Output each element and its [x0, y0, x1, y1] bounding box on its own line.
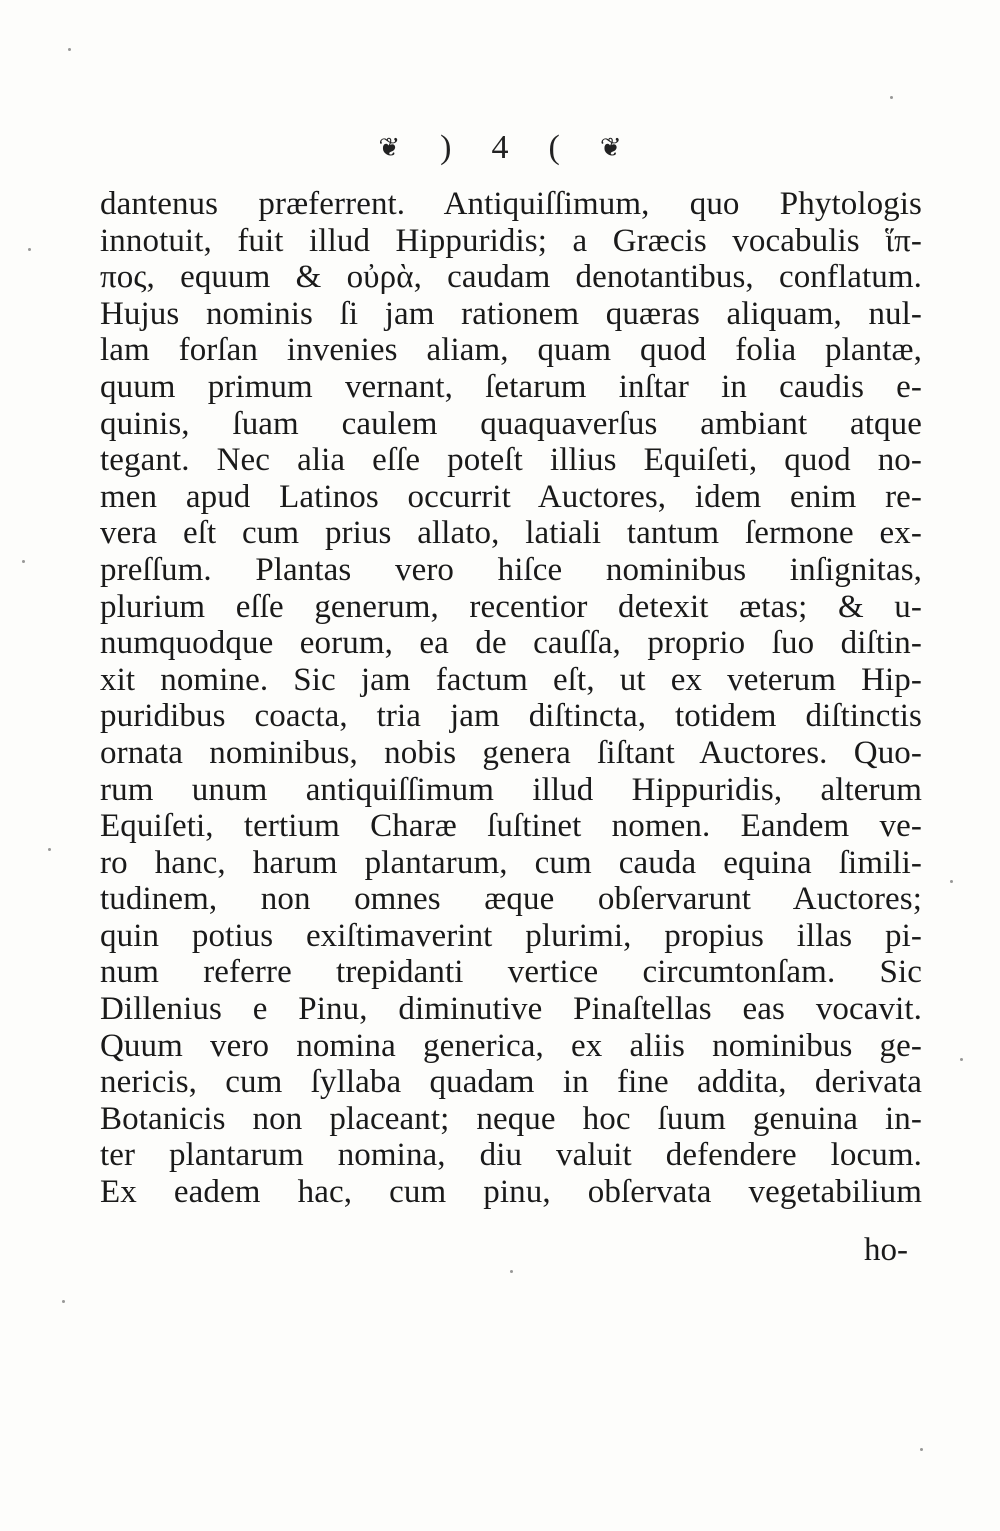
- left-ornament-icon: ❦: [378, 133, 401, 163]
- text-line: rum unum antiquiſſimum illud Hippuridis, alterum: [100, 771, 922, 808]
- right-ornament-icon: ❦: [599, 133, 622, 163]
- paper-speck: [510, 1270, 513, 1273]
- body-text: [100, 186, 922, 1211]
- text-line: vera eſt cum prius allato, latiali tantum ſermone ex-: [100, 515, 922, 552]
- text-line: men apud Latinos occurrit Auctores, idem enim re-: [100, 478, 922, 515]
- text-line: num referre trepidanti vertice circumtonſam. Sic: [100, 954, 922, 991]
- paper-speck: [960, 1058, 963, 1061]
- text-line: Dillenius e Pinu, diminutive Pinaſtellas eas vocavit.: [100, 991, 922, 1028]
- paper-speck: [28, 248, 31, 251]
- text-line: quin potius exiſtimaverint plurimi, propius illas pi-: [100, 917, 922, 954]
- text-line: ornata nominibus, nobis genera ſiſtant Auctores. Quo-: [100, 734, 922, 771]
- running-head: [0, 126, 1000, 170]
- text-line: preſſum. Plantas vero hiſce nominibus inſignitas,: [100, 551, 922, 588]
- text-line: Hujus nominis ſi jam rationem quæras aliquam, nul-: [100, 295, 922, 332]
- text-line: dantenus præferrent. Antiquiſſimum, quo Phytologis: [100, 186, 922, 222]
- right-paren: (: [548, 129, 560, 166]
- page-number: 4: [491, 129, 509, 166]
- paper-speck: [48, 848, 51, 851]
- text-line: Equiſeti, tertium Charæ ſuſtinet nomen. Eandem ve-: [100, 808, 922, 845]
- text-line: Botanicis non placeant; neque hoc ſuum genuina in-: [100, 1100, 922, 1137]
- text-line: numquodque eorum, ea de cauſſa, proprio ſuo diſtin-: [100, 625, 922, 662]
- text-line: lam forſan invenies aliam, quam quod folia plantæ,: [100, 332, 922, 369]
- paper-speck: [950, 880, 953, 883]
- paper-speck: [890, 96, 893, 99]
- text-line: Quum vero nomina generica, ex aliis nominibus ge-: [100, 1027, 922, 1064]
- text-line: ro hanc, harum plantarum, cum cauda equina ſimili-: [100, 844, 922, 881]
- paper-speck: [68, 48, 71, 51]
- text-line: puridibus coacta, tria jam diſtincta, totidem diſtinctis: [100, 698, 922, 735]
- text-line: Ex eadem hac, cum pinu, obſervata vegetabilium: [100, 1174, 922, 1211]
- left-paren: ): [440, 129, 452, 166]
- text-line: plurium eſſe generum, recentior detexit ætas; & u-: [100, 588, 922, 625]
- text-line: innotuit, fuit illud Hippuridis; a Græcis vocabulis ἵπ-: [100, 222, 922, 259]
- text-line: quum primum vernant, ſetarum inſtar in caudis e-: [100, 368, 922, 405]
- text-line: quinis, ſuam caulem quaquaverſus ambiant atque: [100, 405, 922, 442]
- text-line: nericis, cum ſyllaba quadam in fine addita, derivata: [100, 1064, 922, 1101]
- paper-speck: [62, 1300, 65, 1303]
- text-line: πος, equum & οὐρὰ, caudam denotantibus, conflatum.: [100, 259, 922, 296]
- text-line: tudinem, non omnes æque obſervarunt Auctores;: [100, 881, 922, 918]
- text-line: ter plantarum nomina, diu valuit defendere locum.: [100, 1137, 922, 1174]
- paper-speck: [22, 560, 25, 563]
- catchword: ho-: [864, 1232, 908, 1268]
- paper-speck: [920, 1448, 923, 1451]
- text-line: tegant. Nec alia eſſe poteſt illius Equiſeti, quod no-: [100, 442, 922, 479]
- text-line: xit nomine. Sic jam factum eſt, ut ex veterum Hip-: [100, 661, 922, 698]
